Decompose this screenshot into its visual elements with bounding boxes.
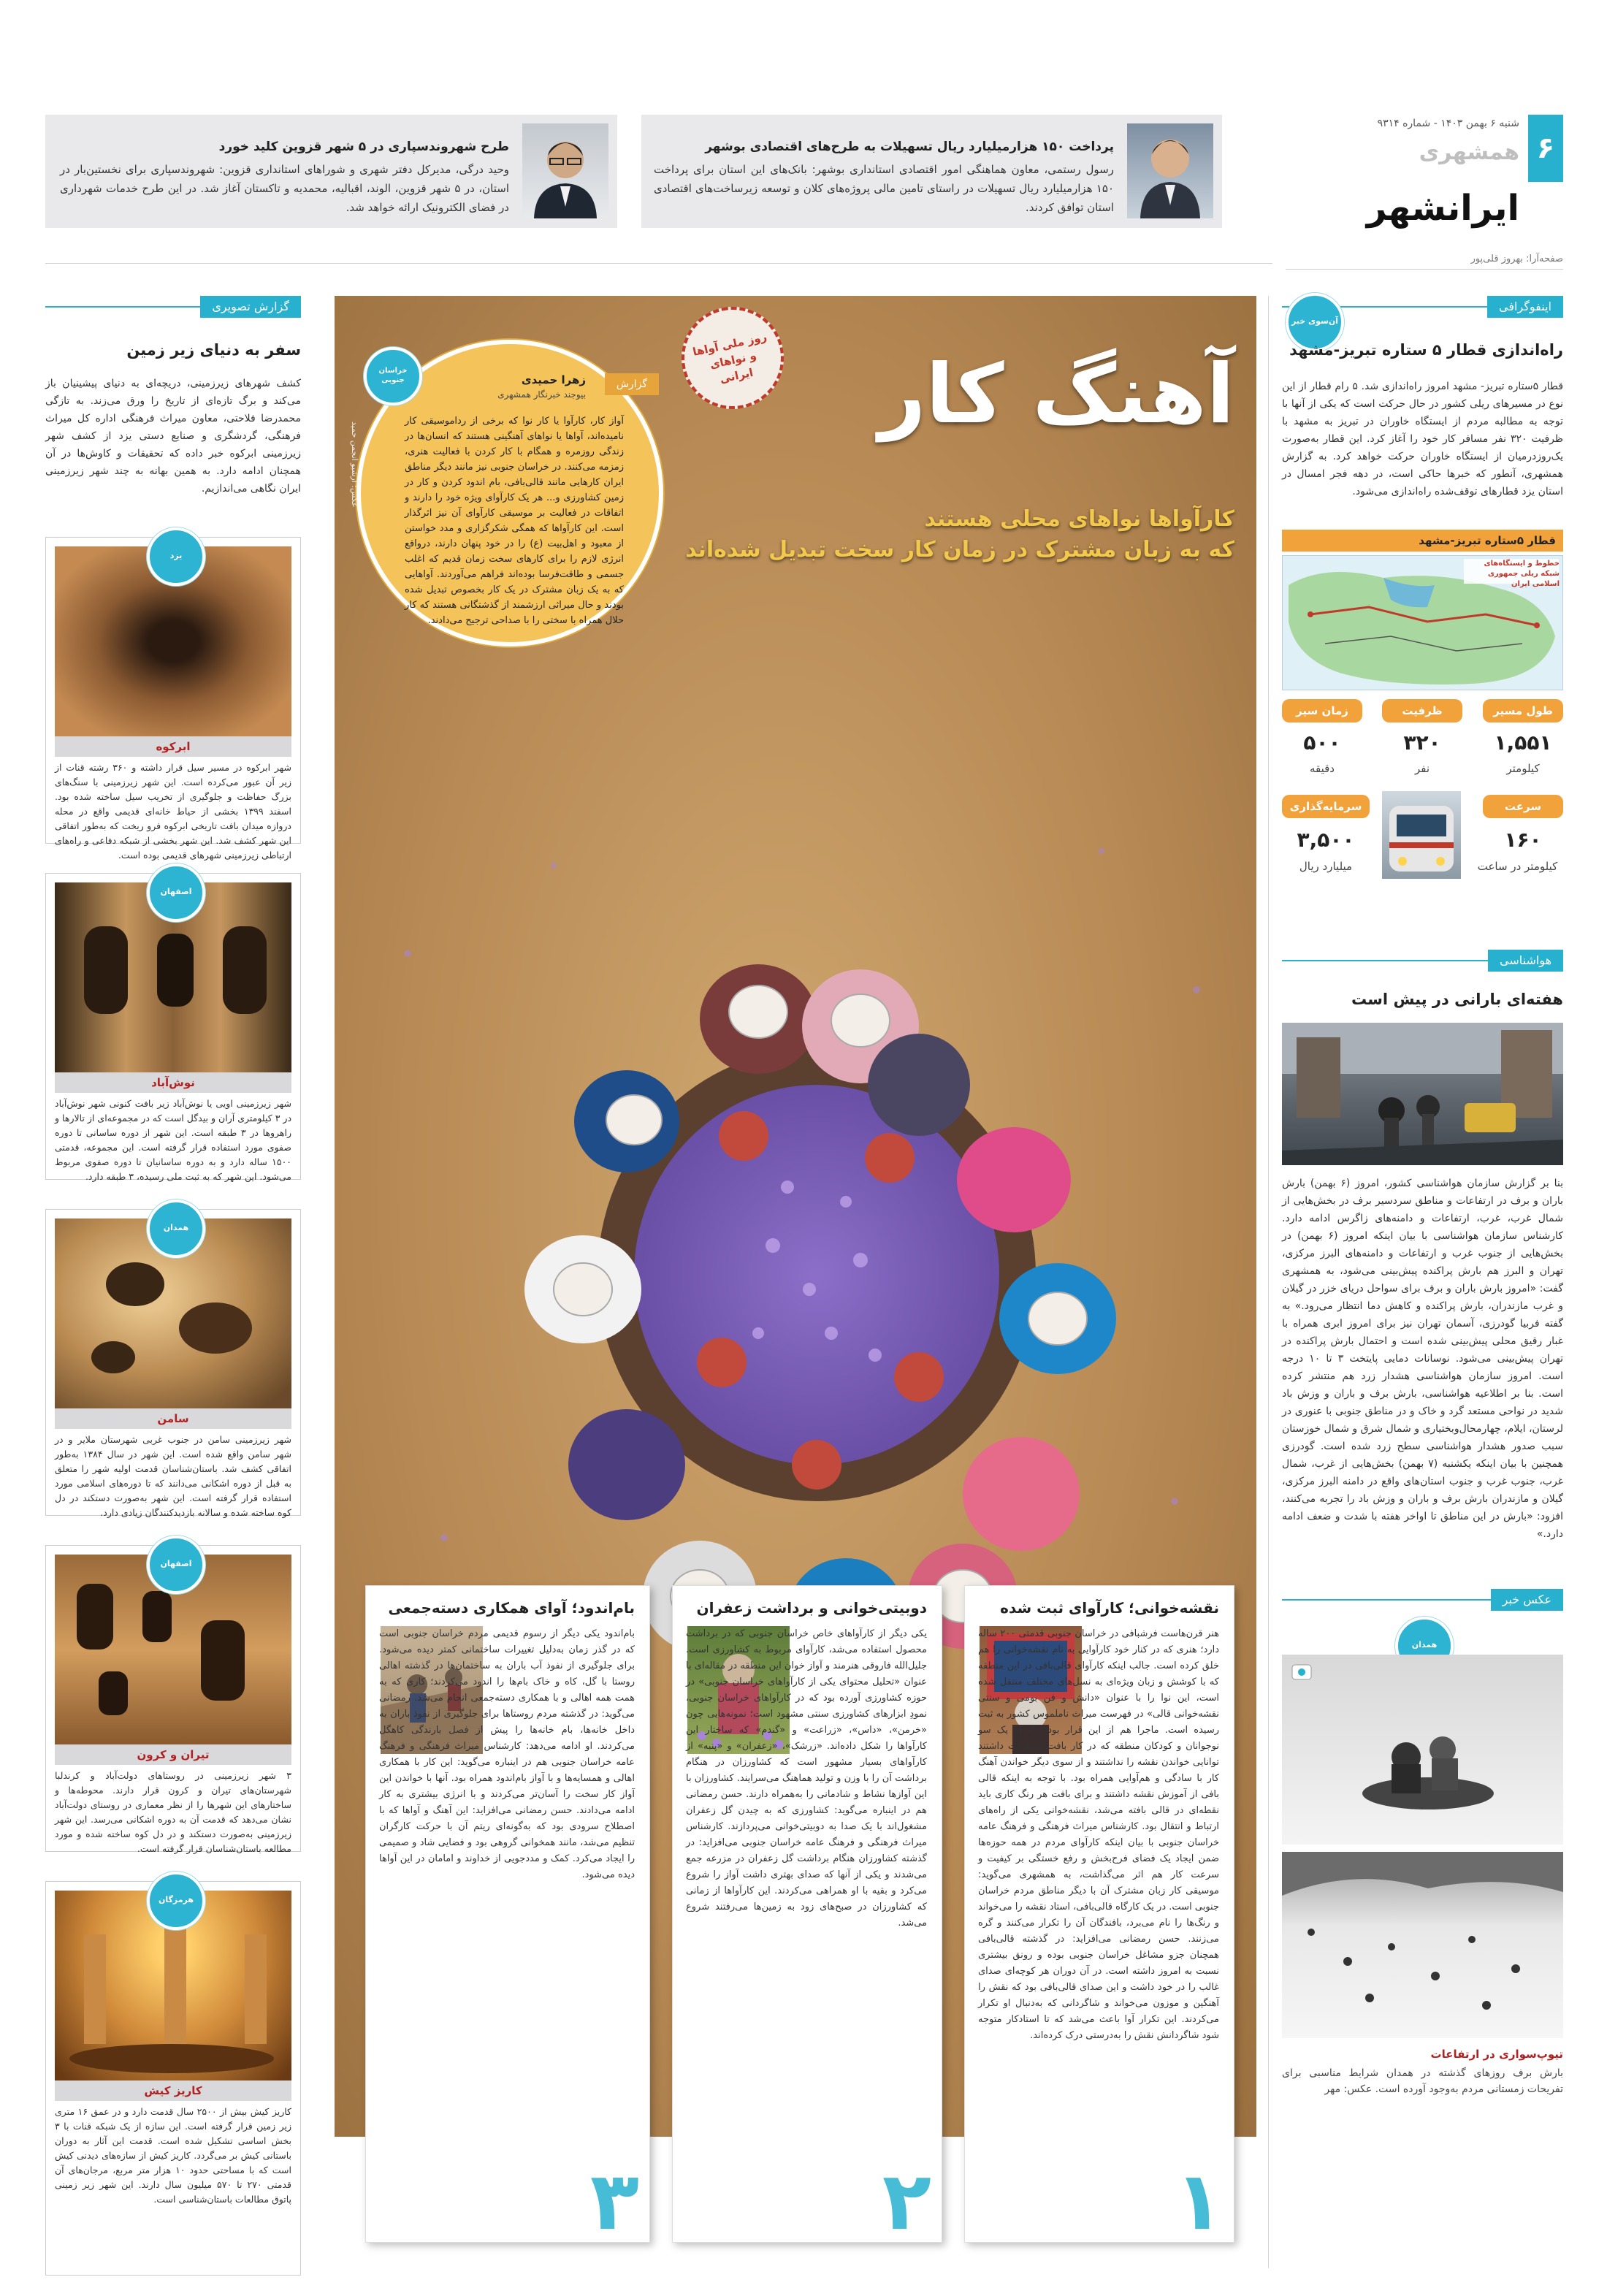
visual-report-intro: کشف شهرهای زیرزمینی، دریچه‌ای به دنیای پیشینیان باز می‌کند و برگ تازه‌ای از تاریخ را ورق می‌زند. به تازگی محمدرضا فلاحتی، معاون میراث فرهنگی اداره کل میراث فرهنگی، گردشگری و صنایع دستی یزد از کشف شهر زیرزمینی ابرکوه خبر داده که تحقیقات و کاوش‌ها در آن همچنان ادامه دارد. به همین بهانه به چند شهر زیرزمینی ایران نگاهی می‌اندازیم. bbox=[45, 378, 301, 495]
tiran-badge: اصفهان bbox=[147, 1536, 205, 1594]
masthead bbox=[1286, 115, 1563, 275]
stat-tag-length: طول مسیر bbox=[1483, 699, 1563, 722]
stat-length-unit: کیلومتر bbox=[1506, 762, 1540, 775]
column-2 bbox=[672, 1585, 942, 2248]
report-item-abarkuh bbox=[45, 537, 301, 861]
top-news-title-1[interactable]: پرداخت ۱۵۰ هزارمیلیارد ریال تسهیلات به طرح‌های اقتصادی بوشهر bbox=[705, 140, 1114, 154]
snow-tubing-photo-1 bbox=[1282, 1655, 1563, 1845]
infographic-body: قطار ۵ستاره تبریز- مشهد امروز راه‌اندازی شد. ۵ رام قطار از این نوع در مسیرهای ریلی کشور در حال حرکت است که یکی از آنها با توجه به مطالبه مردم از ایستگاه خاوران در تبریز به مشهد با ظرفیت ۳۲۰ نفر مسافر کار خود را آغاز کرد. این قطار به‌صورت یک‌روز‌درمیان از ایستگاه خاوران حرکت خواهد کرد. به گزارش همشهری، آنطور که خبرها حاکی است، در دهه فجر امسال در استان یزد قطارهای توقف‌شده راه‌اندازی می‌شود. bbox=[1282, 381, 1564, 497]
column-3 bbox=[365, 1585, 650, 2248]
page-number: ۶ bbox=[1528, 115, 1563, 182]
national-day-stamp: روز ملی آواها و نواهای ایرانی bbox=[672, 297, 793, 419]
hamedan-badge: همدان bbox=[1395, 1617, 1454, 1675]
stat-investment-unit: میلیارد ریال bbox=[1299, 860, 1353, 873]
stat-tag-investment: سرمایه‌گذاری bbox=[1282, 795, 1370, 818]
column-2-body: یکی دیگر از کارآواهای خاص خراسان جنوبی که در برداشت محصول استفاده می‌شد، کارآوای مربوط به کشاورزی است. جلیل‌الله فاروقی هنرمند و آواز خوان این منطقه در مقاله‌ای با عنوان «تحلیل محتوای یکی از کارآواهای خراسان جنوبی» در حوزه کشاورزی آورده بود که در کارآواهای خراسان جنوبی، نمودِ ابزارهای کشاورزی سنتی مشهود است؛ نمونه‌هایی چون «خرمن»، «داس»، «زراعت» و «گندم» که ساختار این کارآواها را شکل داده‌اند. «زرشک»، «زعفران» و «پنبه» از کارآواهای بسیار مشهور است که کشاورزان در هنگام برداشت آن را با وزن و تولید هماهنگ می‌سرایند. کشاورزان با این آوازها نشاط و شادمانی را به‌همراه دارند. حسن رمضانی هم در اینباره می‌گوید: کشاورزی که به چیدن گل زعفران مشغول‌اند با یک صدا به دوبیتی‌خوانی می‌پردازند. کارشناس میراث فرهنگی و فرهنگ عامه خراسان جنوبی می‌افزاید: در گذشته کشاورزان هنگام برداشت گل زعفران در مزرعه جمع می‌شدند و یکی از آنها که صدای بهتری داشت آواز را شروع می‌کرد و بقیه با او همراهی می‌کردند. این کارآواها از زمانی که کشاورزان در صبح‌های زود به زمین‌ها می‌رفتند شروع می‌شد. bbox=[686, 1628, 927, 1929]
abarkuh-name: ابرکوه bbox=[55, 736, 291, 757]
stat-investment-value: ۳,۵۰۰ bbox=[1297, 828, 1355, 852]
top-divider bbox=[45, 263, 1272, 264]
column-1 bbox=[964, 1585, 1234, 2248]
weather-body: بنا بر گزارش سازمان هواشناسی کشور، امروز (۶ بهمن) بارش باران و برف در ارتفاعات و مناطق سردسیر برف در بخش‌هایی از شمال غرب، غرب، ارتفاعات و دامنه‌های زاگرس ادامه دارد. کارشناس سازمان هواشناسی با بیان اینکه امروز (۶ بهمن) در بخش‌هایی از جنوب غرب و ارتفاعات و دامنه‌های البرز مرکزی، تهران و البرز هم بارش پراکنده پیش‌بینی می‌شود، به همشهری گفت: «امروز بارش باران و برف برای سواحل دریای خزر در گیلان و غرب مازندران، بارش پراکنده و کاهش دما انتظار می‌رود.» به گفته فربیا گودرزی، آسمان تهران نیز برای امروز ابری همراه با غبار رقیق محلی پیش‌بینی شده است و احتمال بارش پراکنده در تهران پیش‌بینی می‌شود. نوسانات دمایی پایتخت ۳ تا ۱۰ درجه است. امروز سازمان هواشناسی هشدار زرد هم منتشر کرده است. بنا بر اطلاعیه هواشناسی، بارش برف و باران و وزش باد شدید در نواحی مستعد گرد و خاک و در مناطق جنوبی با عنوری در لرستان، ایلام، چهارمحال‌و‌بختیاری و شمال شرق و شمال خوزستان سبب صدور هشدار هواشناسی سطح زرد شده است. گودرزی همچنین با بیان اینکه یکشنبه (۷ بهمن) بخش‌هایی از غرب، شمال غرب، جنوب غرب و جنوب استان‌های واقع در دامنه البرز مرکزی، گیلان و مازندران بارش برف و باران و وزش باد را تجربه می‌کنند، افزود: «بارش در این مناطق تا اواخر هفته با شدت و ضعف ادامه دارد.» bbox=[1282, 1178, 1564, 1540]
rail-map bbox=[1282, 555, 1563, 690]
photo-news-kicker: عکس خبر bbox=[1491, 1589, 1563, 1611]
official-portrait-1 bbox=[1127, 123, 1213, 218]
column-2-number: ۲ bbox=[882, 2154, 931, 2248]
tiran-text: ۳ شهر زیرزمینی در روستاهای دولت‌آباد و کرندلبا شهرستان‌های تیران و کرون قرار دارند. محوطه‌ها و ساختارهای این شهرها را از نظر معماری در روستای دولت‌آباد نشان می‌دهد که قدمت آن به دوره اشکانی می‌رسد. این شهر زیرزمینی به‌صورت دستکند و در دل کوه ساخته شده و مورد مطالعه باستان‌شناسان قرار گرفته است. bbox=[55, 1770, 291, 1854]
logo-iranshahr: ایرانشهر bbox=[1366, 188, 1519, 229]
infographic-section bbox=[1282, 296, 1563, 909]
photo-news-caption-title: تیوپ‌سواری در ارتفاعات bbox=[1430, 2048, 1563, 2061]
column-3-number: ۳ bbox=[589, 2154, 639, 2248]
reporter-name: زهرا حمیدی bbox=[521, 373, 586, 386]
photo-credit: عکس: آرشیو انجمن حمید bbox=[350, 422, 359, 508]
visual-report-title[interactable]: سفر به دنیای زیر زمین bbox=[126, 341, 301, 359]
column-1-number: ۱ bbox=[1174, 2154, 1224, 2248]
feature-subtitle-2: که به زبان مشترک در زمان کار سخت تبدیل شده‌اند bbox=[685, 537, 1234, 562]
weather-title[interactable]: هفته‌ای بارانی در پیش است bbox=[1351, 991, 1563, 1008]
stat-tag-speed: سرعت bbox=[1483, 795, 1563, 818]
stat-time-unit: دقیقه bbox=[1309, 762, 1335, 775]
stat-capacity-value: ۳۲۰ bbox=[1403, 731, 1441, 755]
kish-name: کاریز کیش bbox=[55, 2080, 291, 2101]
stat-speed-value: ۱۶۰ bbox=[1504, 828, 1542, 852]
reporter-role: بیوجند خبرنگار همشهری bbox=[497, 389, 586, 400]
column-2-title: دوبیتی‌خوانی و برداشت زعفران bbox=[696, 1599, 927, 1617]
feature-section bbox=[335, 296, 1256, 2268]
rainy-street-photo bbox=[1282, 1023, 1563, 1165]
feature-lead: آواز کار، کارآوا یا کار نوا که برخی از رداموسیقی کار نامیده‌اند، آواها یا نواهای آهنگینی هستند که انسان‌ها در زندگی روزمره و همگام با کار کردن با فعالیت هنری، زمزمه می‌کنند. در خراسان جنوبی نیز مانند دیگر مناطق ایران کارهایی مانند قالی‌بافی، بام اندود کردن و کار در زمین کشاورزی و... هر یک کارآوای ویژه خود را دارند و اتفاقات در فعالیت بر موسیقی کارآوای آن نیز اثرگذار است. این کارآواها که همگی شکرگزاری و مدد خواستن از معبود و اهل‌بیت (ع) را در خود پنهان دارند، درواقع انرژی لازم را برای کارهای سخت زمان قدیم که اغلب جسمی و طاقت‌فرسا بوده‌اند فراهم می‌آوردند. آواهایی که به یک زبان مشترک در یک کار بخصوص تبدیل شده بودند و حال میراثی ارزشمند از گذشتگانی هستند که کار حلال همراه با سختی را با صداحی ترجیح می‌دادند. bbox=[405, 416, 624, 626]
column-1-title: نقشه‌خوانی؛ کارآوای ثبت شده bbox=[1000, 1599, 1219, 1617]
report-item-samen bbox=[45, 1209, 301, 1516]
infographic-title[interactable]: راه‌اندازی قطار ۵ ستاره تبریز-مشهد bbox=[1289, 341, 1563, 359]
infographic-kicker: اینفوگرافی bbox=[1487, 296, 1563, 318]
stat-time-value: ۵۰۰ bbox=[1303, 731, 1341, 755]
top-news-title-2[interactable]: طرح شهروندسپاری در ۵ شهر قزوین کلید خورد bbox=[218, 140, 509, 154]
visual-report-section bbox=[45, 296, 301, 2283]
train-photo bbox=[1382, 791, 1461, 879]
logo-hamshahri: همشهری bbox=[1419, 140, 1519, 165]
top-news-body-2: وحید درگی، مدیرکل دفتر شهری و شوراهای استانداری قزوین: شهروندسپاری برای نخستین‌بار در استان، در ۵ شهر قزوین، الوند، اقبالیه، محمدیه و تاکستان آغاز شد. در این طرح خدمات شهرداری در فضای الکترونیک ارائه خواهد شد. bbox=[60, 163, 509, 214]
photo-news-section bbox=[1282, 1589, 1563, 2261]
south-khorasan-badge: خراسان جنوبی bbox=[364, 347, 422, 405]
stat-length-value: ۱,۵۵۱ bbox=[1494, 731, 1552, 755]
weather-section bbox=[1282, 950, 1563, 1578]
report-item-kish bbox=[45, 1881, 301, 2276]
column-3-title: بام‌اندود؛ آوای همکاری دسته‌جمعی bbox=[388, 1599, 635, 1617]
kish-badge: هرمزگان bbox=[147, 1872, 205, 1930]
abarkuh-badge: یزد bbox=[147, 527, 205, 586]
photo-news-caption: بارش برف روزهای گذشته در همدان شرایط مناسبی برای تفریحات زمستانی مردم به‌وجود آورده است. عکس: مهر bbox=[1282, 2067, 1563, 2095]
stat-tag-capacity: ظرفیت bbox=[1382, 699, 1462, 722]
column-1-body: هنر قرن‌هاست فرشبافی در خراسان جنوبی قدمتی ۲۰۰ ساله دارد؛ هنری که در کنار خود کارآوایی به نام نقشه‌خوانی را هم خلق کرده است. جالب اینکه کارآوای قالی‌بافی در این منطقه که با کوشش و زبان ویژه‌ای به نسل‌های مختلف منتقل شده است، این نوا را با عنوان «دانش و فن بومی و سنتی نقشه‌خوانی قالی» در فهرست میراث ناملموس کشور به ثبت رسیده است. ماجرا هم از این قرار بوده که از یک سو نوجوانان و کودکان منطقه که در کار بافت مشارکت داشتند توانایی خواندن نقشه را نداشتند و از سوی دیگر خواندن آهنگ کار با سادگی و هم‌آوایی همراه بود. با توجه به اینکه قالی بافی از آموزش نقشه داشتند و برای بافت هر رنگ کاری باید نقطه‌ای در قالی بافته می‌شد، نقشه‌خوانی یکی از راه‌های ارتباط و انتقال بود. کارشناس میراث فرهنگی و فرهنگ عامه خراسان جنوبی با بیان اینکه کارآوای مردم در همه حوزه‌ها ضمن ایجاد یک فضای فرح‌بخش و رفع خستگی بر کیفیت و سرعت کار هم اثر می‌گذاشت، به همشهری می‌گوید: موسیقی کار زبان مشترک آن با دیگر مناطق مردم خراسان جنوبی است. در یک کارگاه قالی‌بافی، استاد نقشه را می‌خواند و رنگ‌ها را نام می‌برد، بافندگان آن را تکرار می‌کنند و گره می‌زنند. حسن رمضانی می‌افزاید: در گذشته قالی‌بافی همچنان جزو مشاغل خراسان جنوبی بوده و رونق بیشتری نسبت به امروز داشته است. در آن دوران هر کوچه‌ای صدای غالب را در خود داشت و این صدای قالی‌بافی بود که نقش را آهنگین و موزون می‌خواند و شاگردانی که به‌دنبال او تکرار می‌کردند. این تکرار آوا باعث می‌شد که تا استادکار متوجه شود شاگردانش نقش را به‌درستی درک کرده‌اند. bbox=[978, 1628, 1219, 2041]
top-news-box-1 bbox=[641, 115, 1222, 228]
column-divider bbox=[1268, 296, 1269, 2268]
aan-suye-khabar-badge: آن‌سوی خبر bbox=[1286, 293, 1344, 351]
top-news-box-2 bbox=[45, 115, 617, 228]
noushabad-text: شهر زیرزمینی اویی یا نوش‌آباد زیر بافت کنونی شهر نوش‌آباد در ۳ کیلومتری آران و بیدگل است که در مجموعه‌ای از تالارها و راهروها در ۳ طبقه است. این شهر از دوره ساسانی تا دوره صفوی مورد استفاده قرار گرفته است. این مجموعه، قدمتی ۱۵۰۰ ساله دارد و به دوره ساسانیان تا دوره صفوی مربوط می‌شود. این شهر که به ثبت ملی رسیده، ۳ طبقه دارد. bbox=[55, 1098, 292, 1182]
feature-title: آهنگ کار bbox=[878, 347, 1234, 442]
date-line: شنبه ۶ بهمن ۱۴۰۳ - شماره ۹۳۱۴ bbox=[1377, 118, 1519, 129]
editor-line: صفحه‌آرا: بهروز قلی‌پور bbox=[1286, 253, 1563, 270]
noushabad-badge: اصفهان bbox=[147, 863, 205, 922]
stat-capacity-unit: نفر bbox=[1414, 762, 1430, 775]
report-item-tiran bbox=[45, 1545, 301, 1852]
noushabad-name: نوش‌آباد bbox=[55, 1072, 291, 1093]
weather-kicker: هواشناسی bbox=[1488, 950, 1563, 972]
top-news-body-1: رسول رستمی، معاون هماهنگی امور اقتصادی استانداری بوشهر: بانک‌های این استان برای پرداخت ۱۵۰ هزارمیلیارد ریال تسهیلات در راستای تامین مالی پروژه‌های کلان و توسعه زیرساخت‌های اقتصادی استان توافق کردند. bbox=[654, 163, 1114, 214]
report-item-noushabad bbox=[45, 873, 301, 1180]
abarkuh-text: شهر ابرکوه در مسیر سیل قرار داشته و ۳۶۰ رشته قنات از زیر آن عبور می‌کرده است. این شهر زیرزمینی با سنگ‌های بزرگ حفاظت و جلوگیری از تخریب سیل ساخته شده بود. اسفند ۱۳۹۹ بخشی از حیاط خانه‌ای قدیمی واقع در محله دروازه میدان بافت تاریخی ابرکوه فرو ریخت که به‌طور اتفاقی این شهر کشف شد. این شهر بخشی از شبکه دفاعی و راه‌های ارتباطی زیرزمینی شهرهای قدیمی بوده است. bbox=[55, 762, 291, 861]
official-portrait-2 bbox=[522, 123, 608, 218]
kish-text: کاریز کیش بیش از ۲۵۰۰ سال قدمت دارد و در عمق ۱۶ متری زیر زمین قرار گرفته است. این سازه از یک شبکه قنات با ۳ بخش اساسی تشکیل شده است. قدمت این آثار به دوران باستانی کیش بر می‌گردد. کاریز کیش از سازه‌های دیدنی کیش است که با مساحتی حدود ۱۰ هزار متر مربع، مرجان‌های آن قدمتی ۲۷۰ تا ۵۷۰ میلیون سال دارند. این شهر زیر زمینی پاتوق مطالعات باستان‌شناسی است. bbox=[55, 2106, 292, 2205]
stat-tag-time: زمان سیر bbox=[1282, 699, 1362, 722]
stat-speed-unit: کیلومتر در ساعت bbox=[1477, 860, 1558, 873]
snow-tubing-photo-2 bbox=[1282, 1852, 1563, 2038]
feature-subtitle-1: کارآواها نواهای محلی هستند bbox=[924, 506, 1234, 532]
map-caption-bar: قطار ۵ستاره تبریز-مشهد bbox=[1282, 530, 1563, 552]
samen-badge: همدان bbox=[147, 1200, 205, 1258]
feature-kicker: گزارش bbox=[605, 373, 659, 395]
samen-name: سامن bbox=[55, 1408, 291, 1429]
column-3-body: بام‌اندود یکی دیگر از رسوم قدیمی مردم خراسان جنوبی است که در گذر زمان به‌دلیل تغییرات ساختمانی کمتر دیده می‌شود. برای جلوگیری از نفوذ آب باران به ساختمان‌ها در گذشته اهالی روستا با گل، کاه و خاک بام‌ها را اندود می‌کردند؛ کاری که به همت همه اهالی و با همکاری دسته‌جمعی انجام می‌شد. رمضانی می‌گوید: در گذشته مردم روستاها برای جلوگیری از نفوذ باران به داخل خانه‌ها، بام خانه‌ها را پیش از فصل بارندگی کاهگل می‌کردند. او ادامه می‌دهد: کارشناس میراث فرهنگی و فرهنگ عامه خراسان جنوبی هم در اینباره می‌گوید: این کار با همکاری اهالی و همسایه‌ها و با آواز بام‌اندود همراه بود. آنها با خواندن این آواز کار سخت را آسان‌تر می‌کردند و با انرژی بیشتری به کار ادامه می‌دادند. حسن رمضانی می‌افزاید: این آهنگ و آواها که با اصطلاح سرودی بود که به‌گونه‌ای ریتم آن با حرکت کارگران تنظیم می‌شد، مانند همخوانی گروهی بود و فضایی شاد و صمیمی را ایجاد می‌کرد. کمک و مددجویی از خداوند و امامان در این آواها دیده می‌شود. bbox=[379, 1628, 635, 1880]
samen-text: شهر زیرزمینی سامن در جنوب غربی شهرستان ملایر و در شهر سامن واقع شده است. این شهر در سال ۱۳۸۴ به‌طور اتفاقی کشف شد. باستان‌شناسان قدمت اولیه شهر را متعلق به قبل از دوره اشکانی می‌دانند که تا دوره‌های اسلامی مورد استفاده قرار گرفته است. این شهر به‌صورت دستکند در دل کوه ساخته شده و سالانه بازدیدکنندگان زیادی دارد. bbox=[55, 1434, 291, 1518]
tiran-name: تیران و کرون bbox=[55, 1744, 291, 1765]
visual-report-kicker: گزارش تصویری bbox=[200, 296, 301, 318]
map-title: خطوط و ایستگاه‌های شبکه ریلی جمهوری اسلامی ایران bbox=[1484, 560, 1560, 588]
